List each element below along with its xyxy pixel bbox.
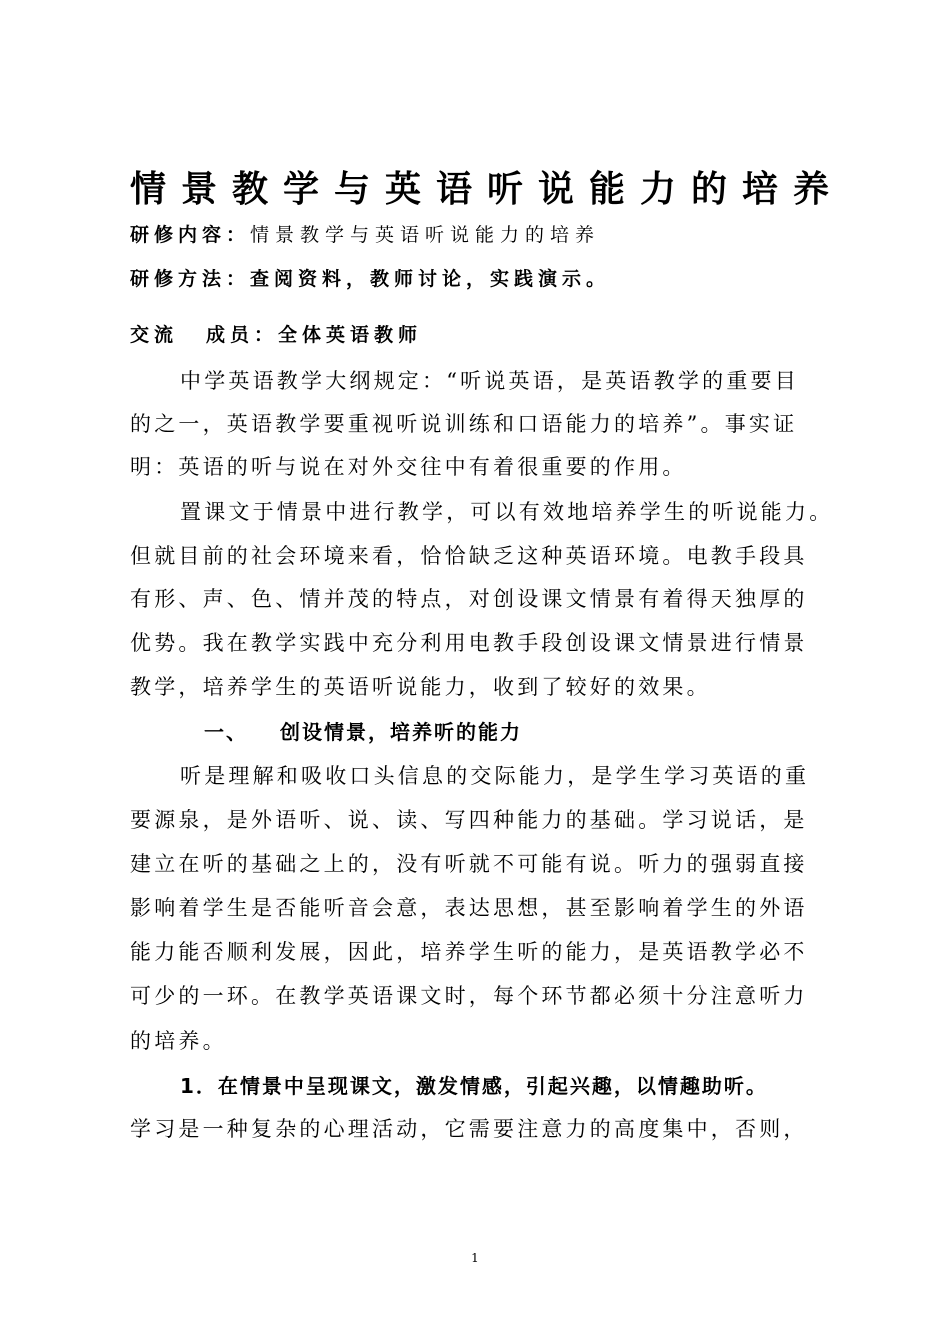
document-title: 情景教学与英语听说能力的培养: [130, 169, 845, 210]
study-content-label: 研修内容：: [130, 224, 251, 246]
paragraph2-line: 教学，培养学生的英语听说能力，收到了较好的效果。: [130, 675, 711, 699]
point1-heading: 1．在情景中呈现课文，激发情感，引起兴趣，以情趣助听。: [180, 1074, 768, 1098]
section-heading: [204, 722, 522, 742]
paragraph2-line: 置课文于情景中进行教学，可以有效地培养学生的听说能力。: [180, 500, 834, 524]
paragraph3-line: 能力能否顺利发展，因此，培养学生听的能力，是英语教学必不: [130, 940, 808, 964]
paragraph1-line: 中学英语教学大纲规定：“听说英语，是英语教学的重要目: [180, 369, 799, 393]
section-number: 一、: [204, 720, 248, 744]
section-title: 创设情景，培养听的能力: [280, 720, 522, 744]
paragraph2-line: 有形、声、色、情并茂的特点，对创设课文情景有着得天独厚的: [130, 587, 808, 611]
paragraph2-line: 优势。我在教学实践中充分利用电教手段创设课文情景进行情景: [130, 631, 808, 655]
paragraph3-line: 听是理解和吸收口头信息的交际能力，是学生学习英语的重: [180, 764, 810, 788]
paragraph3-line: 要源泉，是外语听、说、读、写四种能力的基础。学习说话，是: [130, 808, 808, 832]
study-method-label: 研修方法：: [130, 268, 251, 290]
members-line: [130, 326, 422, 345]
members-value: 全体英语教师: [278, 324, 423, 346]
page-number: 1: [471, 1251, 479, 1265]
members-label-b: 成员：: [206, 324, 279, 346]
paragraph1-line: 的之一，英语教学要重视听说训练和口语能力的培养”。事实证: [130, 412, 798, 436]
point1-text: 学习是一种复杂的心理活动，它需要注意力的高度集中，否则，: [130, 1117, 808, 1141]
study-content-line: [130, 226, 600, 245]
paragraph3-line: 的培养。: [130, 1029, 227, 1053]
paragraph2-line: 但就目前的社会环境来看，恰恰缺乏这种英语环境。电教手段具: [130, 544, 808, 568]
study-content-value: 情景教学与英语听说能力的培养: [250, 224, 601, 246]
study-method-value: 查阅资料，教师讨论，实践演示。: [250, 268, 611, 290]
paragraph1-line: 明：英语的听与说在对外交往中有着很重要的作用。: [130, 455, 687, 479]
members-label-a: 交流: [130, 324, 179, 346]
paragraph3-line: 建立在听的基础之上的，没有听就不可能有说。听力的强弱直接: [130, 852, 808, 876]
paragraph3-line: 影响着学生是否能听音会意，表达思想，甚至影响着学生的外语: [130, 896, 808, 920]
study-method-line: [130, 270, 610, 289]
paragraph3-line: 可少的一环。在教学英语课文时，每个环节都必须十分注意听力: [130, 984, 808, 1008]
